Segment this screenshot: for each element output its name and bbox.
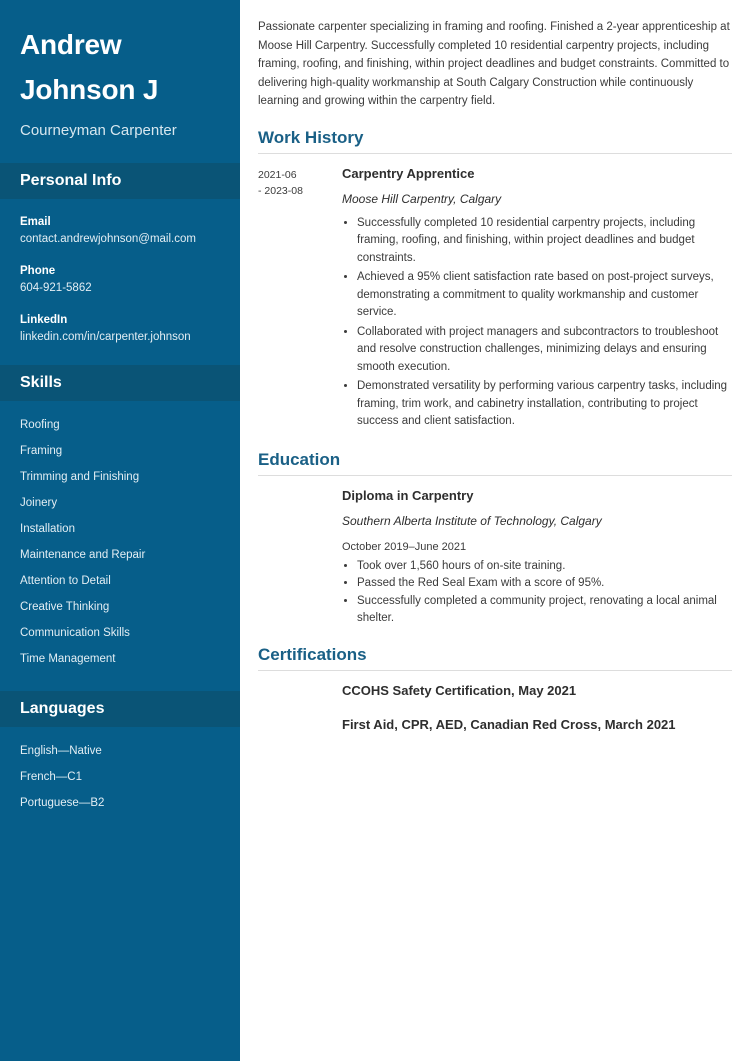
- list-item: • Took over 1,560 hours of on-site training.: [357, 558, 732, 576]
- list-item: Communication Skills: [20, 627, 130, 639]
- candidate-first-name: Andrew: [20, 29, 122, 60]
- section-title-certifications: Certifications: [258, 644, 367, 664]
- list-item: Time Management: [20, 653, 116, 665]
- list-item: French—C1: [20, 771, 82, 783]
- contact-item-phone: [20, 263, 220, 297]
- name-block: [0, 22, 240, 142]
- work-entry-body: [342, 165, 732, 433]
- list-item: Trimming and Finishing: [20, 471, 140, 483]
- section-divider: [258, 153, 732, 154]
- list-item: Joinery: [20, 497, 58, 509]
- work-history-entry: [258, 165, 732, 433]
- list-item: Maintenance and Repair: [20, 549, 146, 561]
- list-item: • Successfully completed a community project, renovating a local animal shelter.: [357, 593, 732, 628]
- contact-label-phone: Phone: [20, 265, 56, 277]
- certification-title: First Aid, CPR, AED, Canadian Red Cross, March 2021: [342, 716, 676, 732]
- section-title-education: Education: [258, 449, 341, 469]
- list-item: Framing: [20, 445, 63, 457]
- contact-value-email[interactable]: contact.andrewjohnson@mail.com: [20, 233, 196, 245]
- contact-value-linkedin[interactable]: linkedin.com/in/carpenter.johnson: [20, 331, 191, 343]
- education-dates: October 2019–June 2021: [342, 540, 467, 553]
- section-divider: [258, 475, 732, 476]
- work-entry-bullets: [342, 215, 732, 431]
- contact-item-email: [20, 214, 220, 248]
- professional-summary: Passionate carpenter specializing in framing and roofing. Finished a 2-year apprenticeship at Moose Hill Carpentry. Successfully completed 10 residential carpentry projects, including framing, roofing, and finishing, within project deadlines and budget constraints. Committed to delivering high-quality workmanship at South Calgary Construction while continuously learning and growing within the carpentry field.: [258, 21, 730, 107]
- section-education: [258, 449, 732, 628]
- list-item: Portuguese—B2: [20, 797, 105, 809]
- list-item: • Collaborated with project managers and subcontractors to troubleshoot and resolve construction challenges, minimizing delays and ensuring smooth execution.: [357, 324, 732, 377]
- sidebar-section-skills: [0, 365, 240, 401]
- section-divider: [258, 670, 732, 671]
- certification-entry: [258, 716, 732, 734]
- candidate-last-name: Johnson J: [20, 74, 159, 105]
- section-title-work-history: Work History: [258, 127, 364, 147]
- list-item: Roofing: [20, 419, 60, 431]
- work-entry-date-start: 2021-06: [258, 168, 297, 181]
- sidebar-section-title-skills: Skills: [20, 374, 62, 391]
- list-item: English—Native: [20, 745, 102, 757]
- main-content: [240, 0, 750, 1061]
- education-institution: Southern Alberta Institute of Technology, Calgary: [342, 513, 602, 528]
- list-item: • Demonstrated versatility by performing various carpentry tasks, including framing, trim work, and cabinetry installation, contributing to project success and client satisfaction.: [357, 378, 732, 431]
- section-work-history: [258, 127, 732, 433]
- certification-entry: [258, 682, 732, 700]
- work-entry-dates: [258, 165, 342, 199]
- list-item: Attention to Detail: [20, 575, 111, 587]
- list-item: • Passed the Red Seal Exam with a score of 95%.: [357, 575, 732, 593]
- skills-list: [20, 412, 220, 672]
- sidebar: [0, 0, 240, 1061]
- languages-list: [20, 738, 220, 816]
- list-item: Creative Thinking: [20, 601, 110, 613]
- section-certifications: [258, 644, 732, 734]
- education-degree: Diploma in Carpentry: [342, 487, 474, 503]
- education-entry: [258, 487, 732, 628]
- personal-info-body: [0, 214, 240, 346]
- contact-label-email: Email: [20, 216, 51, 228]
- work-entry-date-end: - 2023-08: [258, 184, 303, 197]
- education-bullets: [342, 558, 732, 628]
- languages-body: [0, 727, 240, 816]
- contact-label-linkedin: LinkedIn: [20, 314, 68, 326]
- education-entry-body: [342, 487, 732, 628]
- skills-body: [0, 401, 240, 672]
- sidebar-section-languages: [0, 691, 240, 727]
- sidebar-section-personal-info: [0, 163, 240, 199]
- list-item: • Successfully completed 10 residential carpentry projects, including framing, roofing, and finishing, within project deadlines and budget constraints.: [357, 215, 732, 268]
- work-entry-organization: Moose Hill Carpentry, Calgary: [342, 191, 502, 206]
- candidate-job-title: Courneyman Carpenter: [20, 122, 177, 139]
- list-item: • Achieved a 95% client satisfaction rate based on post-project surveys, demonstrating a commitment to quality workmanship and customer service.: [357, 269, 732, 322]
- work-entry-title: Carpentry Apprentice: [342, 165, 475, 181]
- sidebar-section-title-personal-info: Personal Info: [20, 172, 122, 189]
- contact-item-linkedin: [20, 312, 220, 346]
- list-item: Installation: [20, 523, 75, 535]
- contact-value-phone[interactable]: 604-921-5862: [20, 282, 92, 294]
- sidebar-section-title-languages: Languages: [20, 700, 105, 717]
- certification-title: CCOHS Safety Certification, May 2021: [342, 682, 577, 698]
